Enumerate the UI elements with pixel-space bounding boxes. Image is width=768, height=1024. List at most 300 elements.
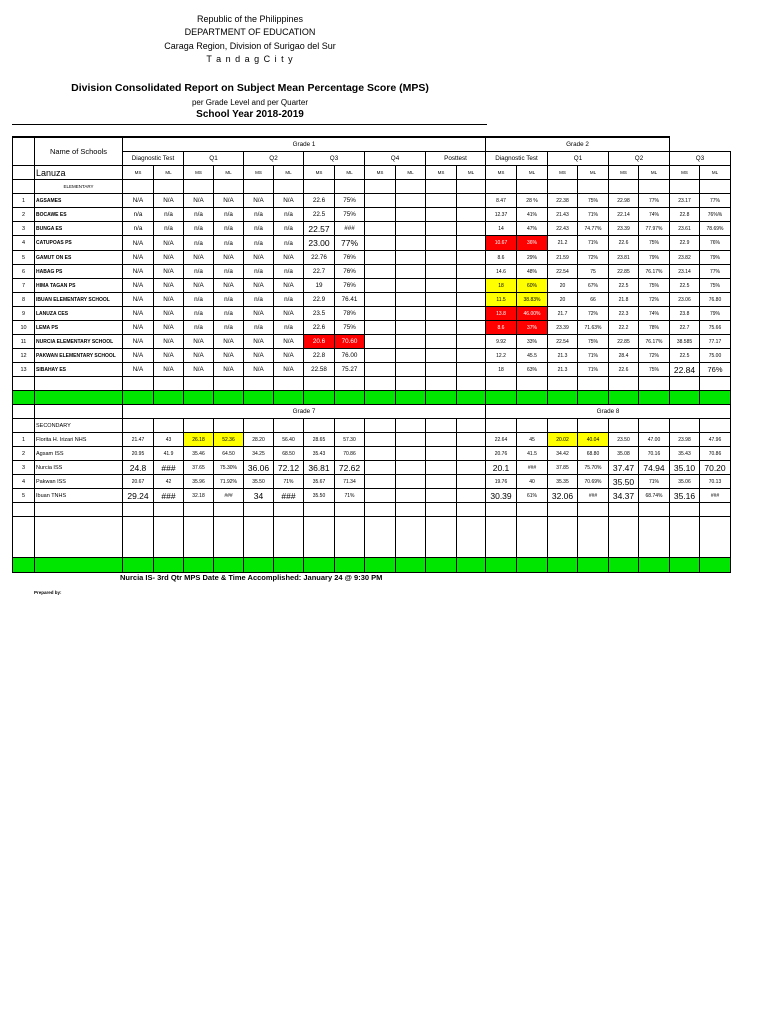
grade-1-score: N/A	[244, 279, 274, 293]
grade-1-score-empty	[396, 208, 426, 222]
grade-2-score: 22.6	[609, 363, 639, 377]
grade-8-score: 32.06	[548, 489, 578, 503]
grade-7-score-empty	[426, 433, 457, 447]
grade-2-score: 29%	[517, 251, 548, 265]
empty-cell	[426, 503, 457, 517]
grade-1-score-empty	[457, 251, 486, 265]
grade-2-score: 22.3	[609, 307, 639, 321]
ml-header: ML	[639, 166, 670, 180]
grade-2-score: 33%	[517, 335, 548, 349]
grade-7-score: 52.36	[214, 433, 244, 447]
grade-2-score: 22.43	[548, 222, 578, 236]
grade-1-score: n/a	[244, 236, 274, 251]
grade-2-score: 76.80	[700, 293, 731, 307]
grade-1-score: n/a	[214, 307, 244, 321]
grade-8-score: 20.02	[548, 433, 578, 447]
grade-8-score: 35.50	[609, 475, 639, 489]
grade-2-score: 75%	[578, 335, 609, 349]
school-name: SIBAHAY ES	[35, 363, 123, 377]
grade-1-score-empty	[457, 307, 486, 321]
school-name: AGSAMES	[35, 194, 123, 208]
empty-cell	[365, 517, 396, 531]
grade-1-score: n/a	[244, 321, 274, 335]
empty-cell	[154, 377, 184, 391]
grade-7-score: 20.67	[123, 475, 154, 489]
green-band-cell	[214, 557, 244, 572]
empty-cell	[214, 377, 244, 391]
grade-2-score: 78%	[639, 321, 670, 335]
empty-cell	[486, 530, 517, 543]
school-name: IBUAN ELEMENTARY SCHOOL	[35, 293, 123, 307]
empty-cell	[13, 503, 35, 517]
empty-cell	[517, 503, 548, 517]
grade-1-score: n/a	[244, 208, 274, 222]
ms-header: MS	[184, 166, 214, 180]
green-band-cell	[184, 391, 214, 405]
empty-cell	[154, 543, 184, 557]
empty-cell	[578, 543, 609, 557]
grade-7-score: 32.18	[184, 489, 214, 503]
empty-cell	[35, 517, 123, 531]
table-cell	[548, 180, 578, 194]
grade-2-score: 23.17	[670, 194, 700, 208]
school-name: Ibuan TNHS	[35, 489, 123, 503]
grade-2-score: 77%	[700, 194, 731, 208]
grade-1-score: 22.6	[304, 321, 335, 335]
grade-1-score-empty	[396, 251, 426, 265]
grade-1-score: n/a	[214, 265, 244, 279]
grade-8-score: 34.42	[548, 447, 578, 461]
grade-2-score: 46.00%	[517, 307, 548, 321]
ms-header: MS	[365, 166, 396, 180]
grade-2-score: 76.17%	[639, 265, 670, 279]
row-number: 3	[13, 461, 35, 475]
grade-2-score: 21.2	[548, 236, 578, 251]
grade-2-score: 78.69%	[700, 222, 731, 236]
grade-2-score: 75%	[700, 279, 731, 293]
green-band-cell	[154, 391, 184, 405]
school-name: NURCIA ELEMENTARY SCHOOL	[35, 335, 123, 349]
table-cell	[700, 180, 731, 194]
green-band-cell	[670, 391, 700, 405]
grade-1-score: N/A	[184, 349, 214, 363]
grade-7-score: 68.50	[274, 447, 304, 461]
secondary-school-row	[13, 475, 731, 489]
row-number: 9	[13, 307, 35, 321]
empty-cell	[639, 419, 670, 433]
grade-7-score: 71%	[274, 475, 304, 489]
grade-2-score: 9.92	[486, 335, 517, 349]
grade-2-score: 74%	[639, 307, 670, 321]
grade-7-header: Grade 7	[123, 405, 486, 419]
empty-cell	[426, 530, 457, 543]
grade-2-score: 22.2	[609, 321, 639, 335]
grade-1-score: N/A	[214, 279, 244, 293]
row-number-cell	[13, 166, 35, 180]
table-cell	[123, 180, 154, 194]
grade-1-score-empty	[365, 363, 396, 377]
grade-7-score: 35.50	[244, 475, 274, 489]
row-number-header	[13, 137, 35, 166]
grade-1-score: 22.5	[304, 208, 335, 222]
grade-2-score: 38.585	[670, 335, 700, 349]
grade-7-score-empty	[396, 433, 426, 447]
grade-7-score-empty	[457, 461, 486, 475]
grade-8-score: 61%	[517, 489, 548, 503]
grade-2-score: 38.83%	[517, 293, 548, 307]
empty-cell	[578, 503, 609, 517]
empty-cell	[35, 503, 123, 517]
grade-1-score: N/A	[154, 194, 184, 208]
empty-cell	[274, 503, 304, 517]
empty-cell	[244, 543, 274, 557]
row-number: 11	[13, 335, 35, 349]
grade-2-score: 23.81	[609, 251, 639, 265]
empty-cell	[304, 503, 335, 517]
grade-8-score: 70.20	[700, 461, 731, 475]
ml-header: ML	[335, 166, 365, 180]
table-cell	[304, 180, 335, 194]
empty-cell	[609, 543, 639, 557]
grade-1-score: N/A	[214, 363, 244, 377]
grade-1-score: N/A	[123, 321, 154, 335]
empty-cell	[365, 419, 396, 433]
grade-2-score: 72%	[639, 349, 670, 363]
green-band-cell	[517, 391, 548, 405]
green-band-cell	[426, 391, 457, 405]
grade-1-score: 75%	[335, 194, 365, 208]
green-band-cell	[244, 557, 274, 572]
grade-8-header: Grade 8	[486, 405, 731, 419]
grade-7-score: ###	[214, 489, 244, 503]
grade-8-score: 35.35	[548, 475, 578, 489]
grade-2-score: 72%	[578, 307, 609, 321]
empty-cell	[35, 405, 123, 419]
grade-1-score-empty	[457, 208, 486, 222]
grade-2-score: 72%	[578, 251, 609, 265]
grade-7-score: ###	[274, 489, 304, 503]
grade-8-score: 23.98	[670, 433, 700, 447]
grade-1-score-empty	[457, 236, 486, 251]
green-band-cell	[304, 557, 335, 572]
grade-2-score: 22.38	[548, 194, 578, 208]
grade-2-score: 8.6	[486, 251, 517, 265]
empty-cell	[609, 530, 639, 543]
empty-cell	[35, 543, 123, 557]
elementary-school-row	[13, 236, 731, 251]
grade-1-score: n/a	[184, 208, 214, 222]
row-number-cell	[13, 419, 35, 433]
elementary-school-row	[13, 279, 731, 293]
grade-1-score: 75%	[335, 321, 365, 335]
empty-cell	[214, 517, 244, 531]
grade-7-score: ###	[154, 461, 184, 475]
empty-cell	[304, 419, 335, 433]
school-name: PAKWAN ELEMENTARY SCHOOL	[35, 349, 123, 363]
grade-1-score-empty	[426, 293, 457, 307]
empty-cell	[670, 377, 700, 391]
empty-cell	[214, 503, 244, 517]
empty-cell	[548, 517, 578, 531]
grade-8-score: 37.47	[609, 461, 639, 475]
grade-1-score-empty	[396, 279, 426, 293]
empty-cell	[184, 419, 214, 433]
grade-8-score: 47.00	[639, 433, 670, 447]
empty-cell	[578, 377, 609, 391]
grade-1-score: 76.41	[335, 293, 365, 307]
grade-7-score: 43	[154, 433, 184, 447]
grade-2-score: 20	[548, 293, 578, 307]
grade-2-score: 22.5	[670, 279, 700, 293]
grade-1-score: N/A	[244, 307, 274, 321]
grade-7-score-empty	[396, 489, 426, 503]
grade-2-score: 36%	[517, 236, 548, 251]
ms-header: MS	[548, 166, 578, 180]
school-name: BOCAWE ES	[35, 208, 123, 222]
grade-1-score: n/a	[184, 222, 214, 236]
empty-cell	[365, 543, 396, 557]
grade-2-score: 23.14	[670, 265, 700, 279]
empty-cell	[304, 517, 335, 531]
grade-1-score: 77%	[335, 236, 365, 251]
empty-cell	[517, 419, 548, 433]
empty-cell	[154, 530, 184, 543]
grade-7-score-empty	[426, 475, 457, 489]
empty-cell	[123, 503, 154, 517]
grade-1-score-empty	[396, 293, 426, 307]
grade-2-diagnostic-test-header: Diagnostic Test	[486, 152, 548, 166]
grade-7-score: 21.47	[123, 433, 154, 447]
empty-cell	[154, 419, 184, 433]
grade-2-score: 77.97%	[639, 222, 670, 236]
empty-cell	[304, 377, 335, 391]
grade-8-score: 70.86	[700, 447, 731, 461]
empty-cell	[244, 503, 274, 517]
grade-1-score: n/a	[184, 307, 214, 321]
grade-2-score: 75%	[639, 363, 670, 377]
grade-1-score-empty	[457, 293, 486, 307]
grade-1-score: 76%	[335, 279, 365, 293]
grade-2-score: 23.39	[609, 222, 639, 236]
grade-7-score-empty	[365, 475, 396, 489]
green-band-cell	[548, 557, 578, 572]
green-band-cell	[35, 391, 123, 405]
grade-1-score: N/A	[154, 279, 184, 293]
row-number: 12	[13, 349, 35, 363]
empty-cell	[700, 530, 731, 543]
school-name: LEMA PS	[35, 321, 123, 335]
grade-7-score-empty	[426, 461, 457, 475]
grade-1-score: N/A	[184, 194, 214, 208]
row-number: 1	[13, 194, 35, 208]
grade-7-score-empty	[365, 489, 396, 503]
empty-cell	[274, 377, 304, 391]
empty-cell	[214, 543, 244, 557]
grade-1-score-empty	[426, 349, 457, 363]
grade-1-score: 23.00	[304, 236, 335, 251]
grade-1-score-empty	[457, 335, 486, 349]
empty-cell	[35, 530, 123, 543]
grade-7-score-empty	[457, 489, 486, 503]
grade-2-score: 63%	[517, 363, 548, 377]
row-number: 5	[13, 489, 35, 503]
green-band-cell	[639, 391, 670, 405]
grade-2-score: 23.8	[670, 307, 700, 321]
empty-cell	[457, 503, 486, 517]
empty-cell	[123, 419, 154, 433]
table-cell	[457, 180, 486, 194]
empty-cell	[184, 503, 214, 517]
row-number: 10	[13, 321, 35, 335]
grade-1-score-empty	[426, 335, 457, 349]
header-republic: Republic of the Philippines	[196, 14, 304, 24]
grade-2-score: 21.43	[548, 208, 578, 222]
grade-1-score: n/a	[244, 265, 274, 279]
row-number: 2	[13, 208, 35, 222]
empty-cell	[426, 419, 457, 433]
empty-cell	[123, 377, 154, 391]
empty-cell	[457, 377, 486, 391]
grade-8-score: 23.50	[609, 433, 639, 447]
table-cell	[578, 180, 609, 194]
empty-cell	[123, 543, 154, 557]
empty-cell	[670, 503, 700, 517]
prepared-by-label: Prepared by:	[34, 590, 62, 595]
grade-8-score: 45	[517, 433, 548, 447]
grade-2-score: 45.5	[517, 349, 548, 363]
grade-7-score: 34	[244, 489, 274, 503]
green-band-cell	[396, 391, 426, 405]
grade-7-score: 20.95	[123, 447, 154, 461]
grade-1-score: N/A	[123, 251, 154, 265]
grade-8-score: 19.76	[486, 475, 517, 489]
name-of-schools-header: Name of Schools	[35, 137, 123, 166]
grade-1-score-empty	[365, 194, 396, 208]
grade-1-score-empty	[457, 194, 486, 208]
grade-2-score: 76%%	[700, 208, 731, 222]
empty-cell	[609, 377, 639, 391]
empty-cell	[486, 503, 517, 517]
grade-7-score: 35.50	[304, 489, 335, 503]
secondary-school-row	[13, 447, 731, 461]
grade-8-score: 34.37	[609, 489, 639, 503]
header-city: T a n d a g C i t y	[206, 54, 294, 64]
ml-header: ML	[457, 166, 486, 180]
grade-7-score: 29.24	[123, 489, 154, 503]
title-underline	[12, 124, 487, 125]
grade-8-score: 30.39	[486, 489, 517, 503]
empty-cell	[184, 517, 214, 531]
elementary-school-row	[13, 349, 731, 363]
grade-2-score: 74.77%	[578, 222, 609, 236]
table-cell	[639, 180, 670, 194]
green-band-cell	[486, 557, 517, 572]
grade-8-score: 71%	[639, 475, 670, 489]
grade-7-score: 56.40	[274, 433, 304, 447]
grade-2-score: 77.17	[700, 335, 731, 349]
grade-2-q2-header: Q2	[609, 152, 670, 166]
row-number: 13	[13, 363, 35, 377]
empty-cell	[244, 530, 274, 543]
table-cell	[244, 180, 274, 194]
empty-cell	[304, 530, 335, 543]
grade-1-score-empty	[457, 222, 486, 236]
mps-table	[12, 136, 731, 573]
grade-1-score: N/A	[274, 194, 304, 208]
grade-2-score: 76.17%	[639, 335, 670, 349]
grade-1-score-empty	[396, 265, 426, 279]
grade-8-score: 35.16	[670, 489, 700, 503]
grade-1-score: 76.00	[335, 349, 365, 363]
row-number-cell	[13, 405, 35, 419]
grade-1-score: N/A	[154, 335, 184, 349]
green-band-cell	[457, 557, 486, 572]
row-number: 2	[13, 447, 35, 461]
grade-1-posttest-header: Posttest	[426, 152, 486, 166]
grade-2-header: Grade 2	[486, 137, 670, 152]
green-band-cell	[123, 391, 154, 405]
empty-cell	[154, 503, 184, 517]
ml-header: ML	[274, 166, 304, 180]
grade-2-score: 77%	[700, 265, 731, 279]
grade-2-score: 74%	[639, 208, 670, 222]
empty-cell	[13, 530, 35, 543]
grade-8-score: 70.13	[700, 475, 731, 489]
grade-8-score: 20.76	[486, 447, 517, 461]
grade-1-score: N/A	[244, 251, 274, 265]
empty-cell	[639, 543, 670, 557]
grade-1-score: N/A	[274, 307, 304, 321]
grade-2-score: 20	[548, 279, 578, 293]
grade-1-score: 23.5	[304, 307, 335, 321]
empty-cell	[13, 517, 35, 531]
grade-2-score: 22.5	[670, 349, 700, 363]
grade-7-score-empty	[396, 461, 426, 475]
grade-2-score: 18	[486, 363, 517, 377]
grade-8-score: 35.06	[670, 475, 700, 489]
empty-cell	[486, 377, 517, 391]
grade-1-score-empty	[457, 321, 486, 335]
grade-2-score: 75%	[578, 194, 609, 208]
grade-1-score-empty	[426, 363, 457, 377]
grade-2-score: 21.8	[609, 293, 639, 307]
elementary-section-label: ELEMENTARY	[35, 180, 123, 194]
grade-1-score: n/a	[184, 293, 214, 307]
grade-1-q4-header: Q4	[365, 152, 426, 166]
empty-cell	[517, 517, 548, 531]
grade-1-score-empty	[457, 279, 486, 293]
grade-8-score: 68.74%	[639, 489, 670, 503]
green-band-cell	[274, 391, 304, 405]
grade-1-score: N/A	[274, 363, 304, 377]
empty-cell	[700, 377, 731, 391]
green-band-cell	[365, 557, 396, 572]
grade-1-score-empty	[396, 194, 426, 208]
empty-cell	[670, 517, 700, 531]
grade-1-score: N/A	[184, 363, 214, 377]
accomplished-note: Nurcia IS- 3rd Qtr MPS Date & Time Accomplished: January 24 @ 9:30 PM	[120, 573, 383, 582]
grade-1-score: 75%	[335, 208, 365, 222]
grade-7-score: 34.25	[244, 447, 274, 461]
grade-1-score: 76%	[335, 251, 365, 265]
grade-1-score: n/a	[184, 321, 214, 335]
grade-1-score: n/a	[244, 293, 274, 307]
grade-2-score: 22.98	[609, 194, 639, 208]
grade-2-score: 37%	[517, 321, 548, 335]
empty-cell	[517, 543, 548, 557]
grade-1-q1-header: Q1	[184, 152, 244, 166]
grade-1-score: N/A	[184, 279, 214, 293]
